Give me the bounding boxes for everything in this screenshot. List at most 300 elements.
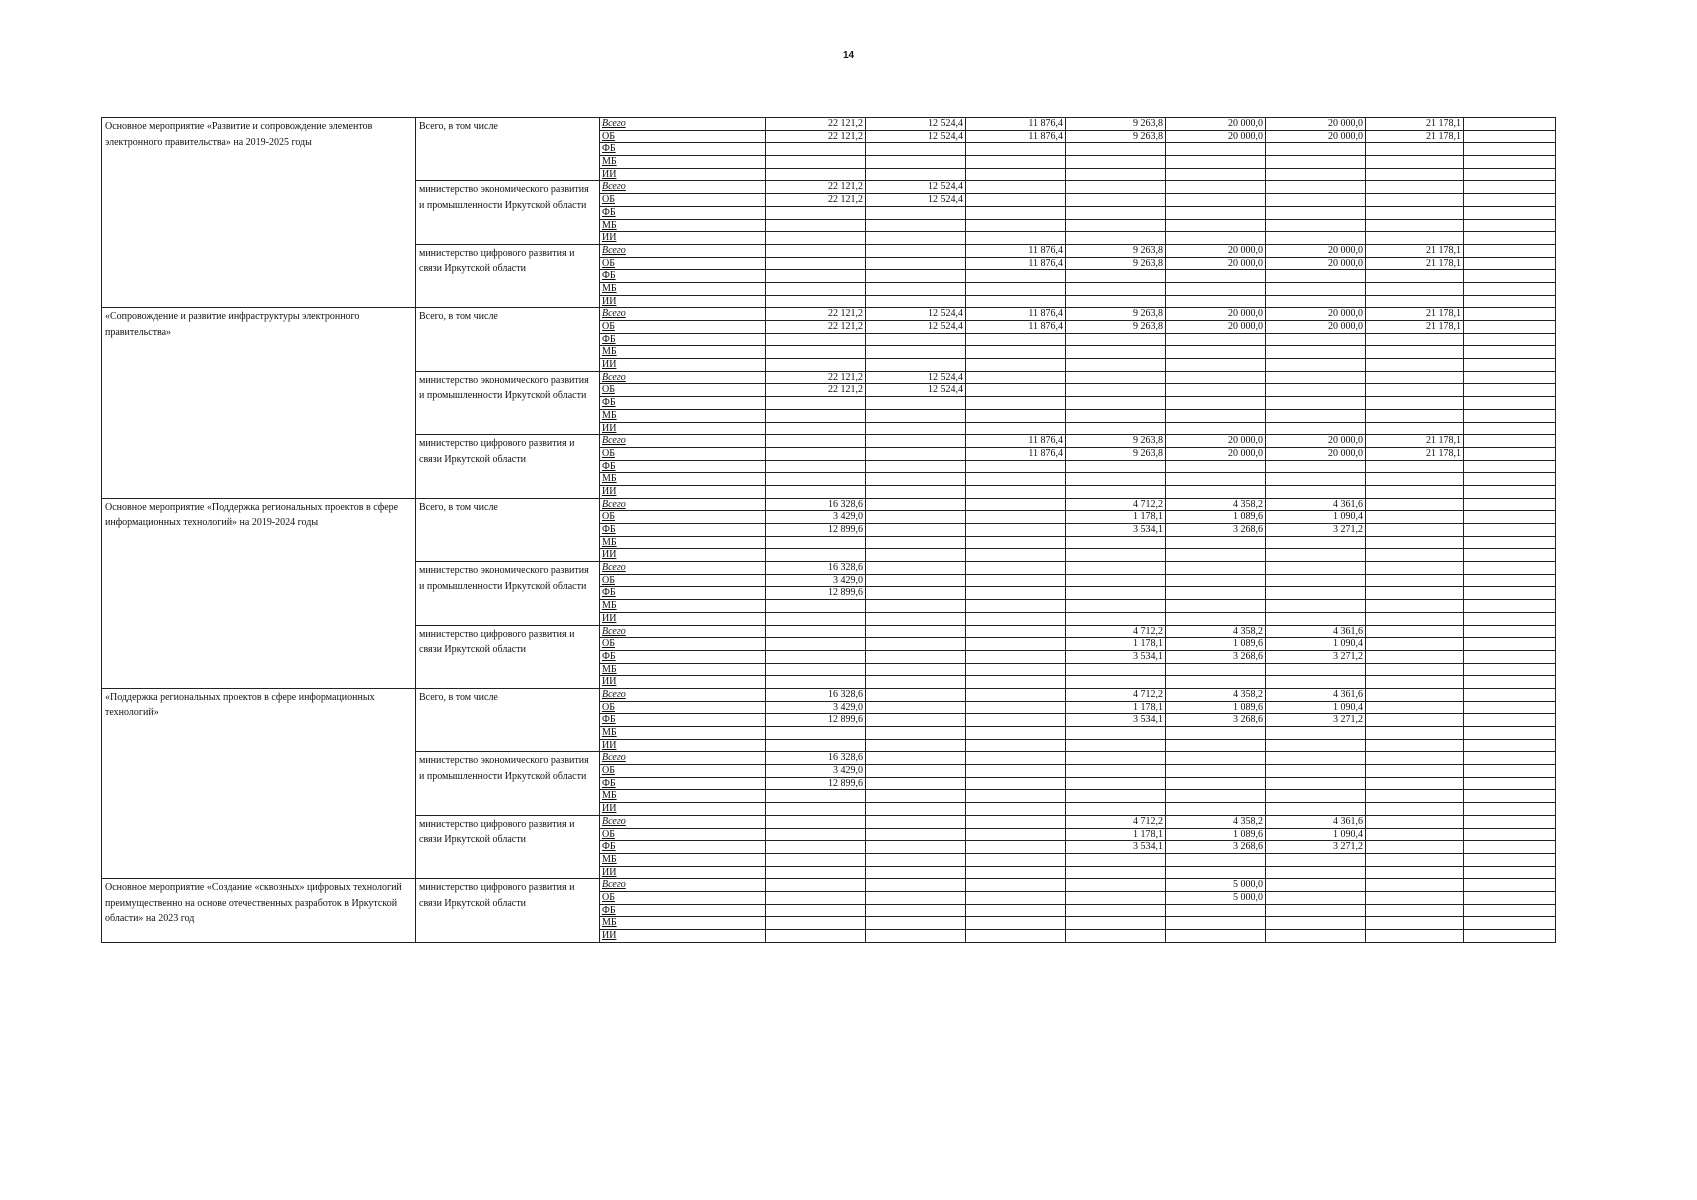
amount-cell bbox=[1166, 168, 1266, 181]
amount-cell bbox=[1266, 143, 1366, 156]
amount-cell bbox=[1464, 587, 1556, 600]
amount-cell: 12 899,6 bbox=[766, 714, 866, 727]
amount-cell: 20 000,0 bbox=[1166, 257, 1266, 270]
amount-cell bbox=[1166, 549, 1266, 562]
amount-cell: 4 358,2 bbox=[1166, 498, 1266, 511]
amount-cell bbox=[966, 511, 1066, 524]
amount-cell bbox=[1366, 270, 1464, 283]
amount-cell bbox=[866, 841, 966, 854]
amount-cell bbox=[1066, 168, 1166, 181]
amount-cell bbox=[1166, 600, 1266, 613]
amount-cell bbox=[1166, 232, 1266, 245]
amount-cell bbox=[1066, 485, 1166, 498]
amount-cell bbox=[1366, 790, 1464, 803]
amount-cell: 22 121,2 bbox=[766, 371, 866, 384]
amount-cell bbox=[866, 359, 966, 372]
amount-cell bbox=[1464, 879, 1556, 892]
executor-name: министерство экономического развития и промышленности Иркутской области bbox=[416, 562, 600, 625]
amount-cell bbox=[866, 460, 966, 473]
amount-cell bbox=[1464, 194, 1556, 207]
amount-cell: 4 361,6 bbox=[1266, 498, 1366, 511]
amount-cell: 3 429,0 bbox=[766, 574, 866, 587]
amount-cell: 22 121,2 bbox=[766, 118, 866, 131]
amount-cell: 20 000,0 bbox=[1166, 435, 1266, 448]
amount-cell bbox=[866, 168, 966, 181]
amount-cell: 21 178,1 bbox=[1366, 321, 1464, 334]
amount-cell bbox=[1366, 282, 1464, 295]
amount-cell bbox=[1266, 206, 1366, 219]
amount-cell bbox=[1166, 384, 1266, 397]
amount-cell bbox=[866, 435, 966, 448]
amount-cell bbox=[1066, 803, 1166, 816]
amount-cell bbox=[1464, 650, 1556, 663]
amount-cell bbox=[866, 739, 966, 752]
amount-cell bbox=[1366, 803, 1464, 816]
amount-cell: 3 268,6 bbox=[1166, 650, 1266, 663]
amount-cell bbox=[1366, 346, 1464, 359]
amount-cell bbox=[1464, 600, 1556, 613]
amount-cell bbox=[1066, 917, 1166, 930]
amount-cell: 12 524,4 bbox=[866, 130, 966, 143]
amount-cell bbox=[1366, 739, 1464, 752]
amount-cell bbox=[866, 485, 966, 498]
amount-cell bbox=[1266, 752, 1366, 765]
amount-cell bbox=[1166, 930, 1266, 943]
amount-cell bbox=[866, 587, 966, 600]
amount-cell bbox=[766, 156, 866, 169]
amount-cell bbox=[1464, 282, 1556, 295]
amount-cell bbox=[1464, 232, 1556, 245]
funding-source: ИИ bbox=[600, 359, 766, 372]
amount-cell bbox=[966, 930, 1066, 943]
amount-cell bbox=[866, 790, 966, 803]
amount-cell bbox=[1366, 828, 1464, 841]
table-row bbox=[102, 308, 1556, 321]
amount-cell bbox=[966, 879, 1066, 892]
amount-cell: 1 178,1 bbox=[1066, 638, 1166, 651]
amount-cell bbox=[1266, 879, 1366, 892]
amount-cell bbox=[966, 498, 1066, 511]
amount-cell bbox=[766, 917, 866, 930]
amount-cell: 20 000,0 bbox=[1266, 244, 1366, 257]
amount-cell bbox=[866, 422, 966, 435]
amount-cell bbox=[1366, 422, 1464, 435]
amount-cell bbox=[1066, 866, 1166, 879]
amount-cell bbox=[966, 181, 1066, 194]
amount-cell bbox=[1166, 790, 1266, 803]
funding-source: МБ bbox=[600, 536, 766, 549]
executor-name: Всего, в том числе bbox=[416, 688, 600, 751]
amount-cell: 21 178,1 bbox=[1366, 244, 1464, 257]
amount-cell bbox=[1266, 359, 1366, 372]
amount-cell: 1 089,6 bbox=[1166, 511, 1266, 524]
amount-cell bbox=[866, 270, 966, 283]
amount-cell: 11 876,4 bbox=[966, 130, 1066, 143]
amount-cell bbox=[1366, 701, 1464, 714]
amount-cell bbox=[1166, 181, 1266, 194]
amount-cell bbox=[866, 409, 966, 422]
amount-cell: 21 178,1 bbox=[1366, 435, 1464, 448]
amount-cell bbox=[1366, 676, 1464, 689]
amount-cell: 1 178,1 bbox=[1066, 701, 1166, 714]
amount-cell bbox=[1366, 549, 1464, 562]
amount-cell: 1 090,4 bbox=[1266, 701, 1366, 714]
amount-cell: 9 263,8 bbox=[1066, 244, 1166, 257]
amount-cell bbox=[1366, 853, 1464, 866]
amount-cell bbox=[1366, 359, 1464, 372]
funding-source: МБ bbox=[600, 727, 766, 740]
amount-cell bbox=[766, 219, 866, 232]
amount-cell bbox=[1464, 359, 1556, 372]
amount-cell bbox=[866, 663, 966, 676]
amount-cell bbox=[1464, 536, 1556, 549]
amount-cell bbox=[1464, 371, 1556, 384]
amount-cell: 1 178,1 bbox=[1066, 828, 1166, 841]
amount-cell bbox=[1066, 156, 1166, 169]
amount-cell bbox=[1366, 219, 1464, 232]
amount-cell bbox=[1166, 219, 1266, 232]
amount-cell bbox=[1464, 295, 1556, 308]
amount-cell bbox=[966, 841, 1066, 854]
amount-cell bbox=[1066, 790, 1166, 803]
amount-cell bbox=[1166, 853, 1266, 866]
amount-cell bbox=[1266, 409, 1366, 422]
executor-name: министерство цифрового развития и связи Иркутской области bbox=[416, 244, 600, 307]
amount-cell bbox=[1266, 397, 1366, 410]
amount-cell bbox=[766, 206, 866, 219]
amount-cell bbox=[1366, 917, 1464, 930]
amount-cell: 1 089,6 bbox=[1166, 638, 1266, 651]
amount-cell bbox=[1066, 206, 1166, 219]
amount-cell bbox=[1166, 473, 1266, 486]
funding-source: ФБ bbox=[600, 650, 766, 663]
funding-source: МБ bbox=[600, 219, 766, 232]
amount-cell: 4 361,6 bbox=[1266, 815, 1366, 828]
amount-cell bbox=[1266, 549, 1366, 562]
event-title: «Сопровождение и развитие инфраструктуры электронного правительства» bbox=[102, 308, 416, 498]
amount-cell bbox=[1066, 371, 1166, 384]
amount-cell bbox=[1464, 727, 1556, 740]
amount-cell bbox=[1464, 333, 1556, 346]
amount-cell bbox=[1464, 524, 1556, 537]
amount-cell bbox=[966, 638, 1066, 651]
amount-cell bbox=[866, 600, 966, 613]
funding-table bbox=[101, 117, 1556, 943]
amount-cell bbox=[1166, 587, 1266, 600]
amount-cell: 20 000,0 bbox=[1266, 435, 1366, 448]
amount-cell bbox=[1066, 282, 1166, 295]
amount-cell: 11 876,4 bbox=[966, 118, 1066, 131]
amount-cell: 20 000,0 bbox=[1166, 308, 1266, 321]
funding-source: ФБ bbox=[600, 587, 766, 600]
amount-cell bbox=[1464, 130, 1556, 143]
amount-cell bbox=[1366, 752, 1464, 765]
amount-cell bbox=[1166, 397, 1266, 410]
amount-cell bbox=[866, 346, 966, 359]
amount-cell bbox=[966, 359, 1066, 372]
amount-cell: 16 328,6 bbox=[766, 688, 866, 701]
amount-cell bbox=[766, 930, 866, 943]
amount-cell bbox=[766, 625, 866, 638]
amount-cell bbox=[1464, 409, 1556, 422]
table-row bbox=[102, 498, 1556, 511]
amount-cell bbox=[1066, 562, 1166, 575]
amount-cell bbox=[766, 853, 866, 866]
amount-cell bbox=[966, 143, 1066, 156]
amount-cell bbox=[1066, 397, 1166, 410]
amount-cell bbox=[1066, 752, 1166, 765]
amount-cell bbox=[1166, 282, 1266, 295]
amount-cell bbox=[1464, 930, 1556, 943]
amount-cell bbox=[966, 536, 1066, 549]
amount-cell bbox=[1464, 917, 1556, 930]
amount-cell bbox=[1266, 600, 1366, 613]
funding-source: МБ bbox=[600, 790, 766, 803]
amount-cell bbox=[766, 638, 866, 651]
amount-cell bbox=[766, 803, 866, 816]
amount-cell bbox=[766, 282, 866, 295]
funding-source: ФБ bbox=[600, 524, 766, 537]
amount-cell bbox=[1266, 676, 1366, 689]
amount-cell bbox=[1266, 663, 1366, 676]
amount-cell bbox=[866, 536, 966, 549]
amount-cell bbox=[766, 473, 866, 486]
amount-cell bbox=[1066, 359, 1166, 372]
amount-cell bbox=[966, 194, 1066, 207]
amount-cell bbox=[766, 270, 866, 283]
amount-cell bbox=[766, 295, 866, 308]
amount-cell bbox=[966, 346, 1066, 359]
amount-cell: 20 000,0 bbox=[1166, 447, 1266, 460]
executor-name: министерство цифрового развития и связи Иркутской области bbox=[416, 435, 600, 498]
amount-cell bbox=[1166, 536, 1266, 549]
amount-cell bbox=[766, 739, 866, 752]
amount-cell bbox=[1464, 638, 1556, 651]
amount-cell bbox=[1166, 409, 1266, 422]
amount-cell bbox=[866, 625, 966, 638]
amount-cell: 1 089,6 bbox=[1166, 701, 1266, 714]
amount-cell bbox=[1464, 181, 1556, 194]
amount-cell bbox=[1464, 688, 1556, 701]
amount-cell bbox=[866, 638, 966, 651]
amount-cell bbox=[1366, 206, 1464, 219]
amount-cell bbox=[766, 727, 866, 740]
funding-source: ИИ bbox=[600, 295, 766, 308]
amount-cell: 20 000,0 bbox=[1166, 244, 1266, 257]
amount-cell bbox=[1266, 866, 1366, 879]
executor-name: министерство цифрового развития и связи Иркутской области bbox=[416, 815, 600, 878]
funding-source: ИИ bbox=[600, 485, 766, 498]
amount-cell: 20 000,0 bbox=[1266, 257, 1366, 270]
amount-cell bbox=[766, 828, 866, 841]
amount-cell bbox=[1464, 270, 1556, 283]
amount-cell bbox=[1464, 676, 1556, 689]
amount-cell bbox=[1366, 562, 1464, 575]
amount-cell: 4 358,2 bbox=[1166, 625, 1266, 638]
amount-cell bbox=[1166, 562, 1266, 575]
amount-cell: 1 178,1 bbox=[1066, 511, 1166, 524]
amount-cell bbox=[766, 333, 866, 346]
amount-cell bbox=[1266, 295, 1366, 308]
amount-cell bbox=[1464, 853, 1556, 866]
funding-source: Всего bbox=[600, 181, 766, 194]
amount-cell bbox=[1366, 727, 1464, 740]
amount-cell bbox=[1066, 181, 1166, 194]
amount-cell bbox=[866, 498, 966, 511]
funding-source: ФБ bbox=[600, 777, 766, 790]
amount-cell bbox=[1066, 549, 1166, 562]
funding-source: ОБ bbox=[600, 765, 766, 778]
event-title: «Поддержка региональных проектов в сфере информационных технологий» bbox=[102, 688, 416, 878]
funding-source: Всего bbox=[600, 118, 766, 131]
amount-cell bbox=[766, 815, 866, 828]
amount-cell: 3 268,6 bbox=[1166, 841, 1266, 854]
amount-cell bbox=[1366, 143, 1464, 156]
amount-cell: 20 000,0 bbox=[1266, 447, 1366, 460]
amount-cell bbox=[1464, 891, 1556, 904]
amount-cell bbox=[966, 371, 1066, 384]
amount-cell bbox=[1464, 625, 1556, 638]
amount-cell bbox=[1464, 156, 1556, 169]
funding-source: ОБ bbox=[600, 828, 766, 841]
amount-cell bbox=[1366, 156, 1464, 169]
amount-cell bbox=[1366, 574, 1464, 587]
page-number: 14 bbox=[842, 50, 855, 61]
amount-cell bbox=[866, 447, 966, 460]
amount-cell: 4 712,2 bbox=[1066, 625, 1166, 638]
funding-source: Всего bbox=[600, 244, 766, 257]
funding-source: ОБ bbox=[600, 384, 766, 397]
amount-cell bbox=[966, 688, 1066, 701]
amount-cell bbox=[1166, 866, 1266, 879]
funding-source: Всего bbox=[600, 879, 766, 892]
amount-cell bbox=[1266, 384, 1366, 397]
amount-cell bbox=[1266, 727, 1366, 740]
amount-cell bbox=[966, 917, 1066, 930]
funding-source: ОБ bbox=[600, 638, 766, 651]
amount-cell bbox=[966, 815, 1066, 828]
amount-cell: 9 263,8 bbox=[1066, 118, 1166, 131]
amount-cell bbox=[966, 397, 1066, 410]
amount-cell bbox=[1166, 663, 1266, 676]
amount-cell bbox=[1066, 853, 1166, 866]
funding-source: ФБ bbox=[600, 206, 766, 219]
table-row bbox=[102, 688, 1556, 701]
amount-cell bbox=[866, 688, 966, 701]
amount-cell bbox=[1464, 397, 1556, 410]
amount-cell: 3 534,1 bbox=[1066, 524, 1166, 537]
amount-cell: 21 178,1 bbox=[1366, 447, 1464, 460]
amount-cell bbox=[866, 219, 966, 232]
amount-cell bbox=[966, 650, 1066, 663]
amount-cell bbox=[766, 346, 866, 359]
amount-cell bbox=[866, 752, 966, 765]
amount-cell: 3 534,1 bbox=[1066, 650, 1166, 663]
amount-cell bbox=[1066, 295, 1166, 308]
amount-cell: 11 876,4 bbox=[966, 321, 1066, 334]
amount-cell bbox=[966, 866, 1066, 879]
amount-cell bbox=[1166, 485, 1266, 498]
amount-cell bbox=[1464, 549, 1556, 562]
amount-cell bbox=[1266, 739, 1366, 752]
amount-cell bbox=[1266, 765, 1366, 778]
amount-cell bbox=[1066, 232, 1166, 245]
amount-cell: 21 178,1 bbox=[1366, 118, 1464, 131]
funding-source: ФБ bbox=[600, 397, 766, 410]
amount-cell: 4 361,6 bbox=[1266, 688, 1366, 701]
amount-cell bbox=[1266, 422, 1366, 435]
amount-cell bbox=[1366, 688, 1464, 701]
funding-source: ОБ bbox=[600, 701, 766, 714]
amount-cell bbox=[766, 447, 866, 460]
amount-cell bbox=[1366, 295, 1464, 308]
amount-cell bbox=[1266, 346, 1366, 359]
amount-cell: 3 268,6 bbox=[1166, 524, 1266, 537]
amount-cell bbox=[866, 143, 966, 156]
amount-cell bbox=[966, 663, 1066, 676]
amount-cell: 3 271,2 bbox=[1266, 714, 1366, 727]
amount-cell bbox=[866, 765, 966, 778]
executor-name: Всего, в том числе bbox=[416, 498, 600, 561]
amount-cell bbox=[1366, 460, 1464, 473]
funding-source: МБ bbox=[600, 473, 766, 486]
amount-cell: 3 534,1 bbox=[1066, 841, 1166, 854]
amount-cell bbox=[766, 232, 866, 245]
amount-cell: 21 178,1 bbox=[1366, 308, 1464, 321]
amount-cell: 9 263,8 bbox=[1066, 435, 1166, 448]
amount-cell bbox=[866, 333, 966, 346]
amount-cell bbox=[966, 727, 1066, 740]
amount-cell bbox=[866, 206, 966, 219]
amount-cell bbox=[866, 562, 966, 575]
amount-cell bbox=[866, 295, 966, 308]
amount-cell bbox=[866, 612, 966, 625]
amount-cell: 1 090,4 bbox=[1266, 511, 1366, 524]
amount-cell: 9 263,8 bbox=[1066, 130, 1166, 143]
amount-cell bbox=[1066, 574, 1166, 587]
amount-cell bbox=[966, 701, 1066, 714]
amount-cell bbox=[1066, 409, 1166, 422]
amount-cell: 12 524,4 bbox=[866, 308, 966, 321]
amount-cell bbox=[966, 485, 1066, 498]
amount-cell bbox=[1464, 460, 1556, 473]
amount-cell bbox=[1366, 904, 1464, 917]
amount-cell: 20 000,0 bbox=[1266, 130, 1366, 143]
amount-cell bbox=[966, 625, 1066, 638]
amount-cell bbox=[866, 257, 966, 270]
amount-cell: 20 000,0 bbox=[1266, 308, 1366, 321]
executor-name: министерство цифрового развития и связи Иркутской области bbox=[416, 879, 600, 942]
amount-cell bbox=[1464, 447, 1556, 460]
amount-cell: 12 524,4 bbox=[866, 384, 966, 397]
amount-cell bbox=[766, 168, 866, 181]
amount-cell: 21 178,1 bbox=[1366, 257, 1464, 270]
amount-cell bbox=[966, 904, 1066, 917]
amount-cell bbox=[1066, 739, 1166, 752]
funding-source: ИИ bbox=[600, 549, 766, 562]
funding-source: ОБ bbox=[600, 194, 766, 207]
amount-cell bbox=[1166, 194, 1266, 207]
amount-cell bbox=[1464, 574, 1556, 587]
amount-cell bbox=[1464, 118, 1556, 131]
amount-cell bbox=[966, 714, 1066, 727]
amount-cell bbox=[1366, 498, 1464, 511]
amount-cell bbox=[1266, 473, 1366, 486]
amount-cell bbox=[1464, 612, 1556, 625]
amount-cell: 11 876,4 bbox=[966, 257, 1066, 270]
amount-cell bbox=[866, 853, 966, 866]
amount-cell bbox=[866, 282, 966, 295]
